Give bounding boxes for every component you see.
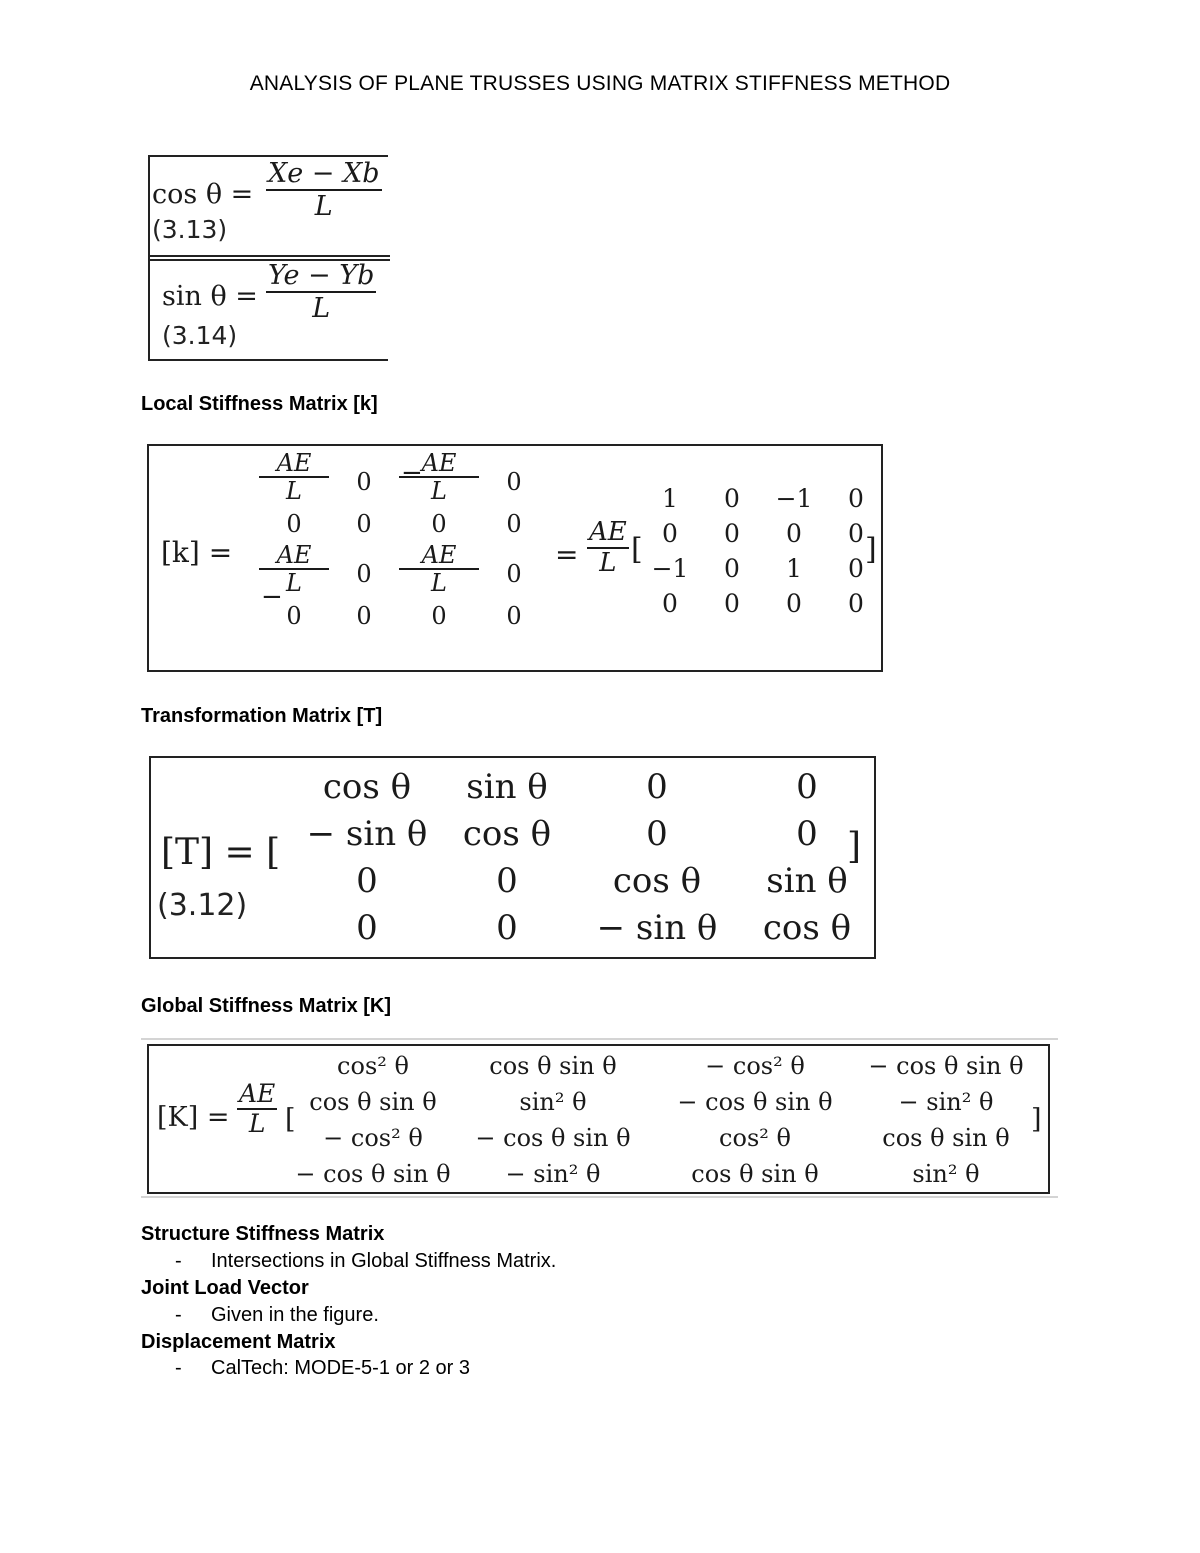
sin-label: sin θ =	[162, 281, 258, 312]
right-bracket: ]	[865, 532, 877, 567]
matrix-cell: cos θ sin θ	[489, 1052, 617, 1080]
right-bracket: ]	[1031, 1104, 1042, 1135]
matrix-cell: cos θ sin θ	[882, 1124, 1010, 1152]
matrix-cell: 0	[796, 767, 818, 807]
minus-sign: −	[261, 582, 283, 612]
matrix-cell: 0	[662, 519, 678, 548]
matrix-cell: 0	[662, 589, 678, 618]
matrix-cell: − sin² θ	[898, 1088, 994, 1116]
cos-numerator: Xe − Xb	[268, 158, 380, 189]
matrix-cell: − sin² θ	[505, 1160, 601, 1188]
local-unit-matrix	[639, 484, 889, 618]
joint-load-heading: Joint Load Vector	[141, 1277, 309, 1299]
local-stiffness-box	[147, 444, 883, 672]
matrix-cell: 0	[356, 908, 378, 948]
matrix-cell: 0	[786, 589, 802, 618]
matrix-cell: 0	[724, 519, 740, 548]
global-stiffness-box	[147, 1044, 1050, 1194]
matrix-cell: 0	[724, 484, 740, 513]
structure-stiffness-heading: Structure Stiffness Matrix	[141, 1223, 385, 1245]
equals-sign: =	[555, 538, 579, 571]
matrix-cell: − cos² θ	[705, 1052, 805, 1080]
global-matrix	[289, 1048, 1031, 1192]
list-item-text: Given in the figure.	[211, 1304, 379, 1326]
matrix-cell: 0	[848, 519, 864, 548]
matrix-cell: − sin θ	[306, 814, 428, 854]
right-bracket: ]	[847, 826, 862, 867]
matrix-cell: − cos θ sin θ	[868, 1052, 1024, 1080]
matrix-cell: 0	[646, 814, 668, 854]
ae-over-l: $\frac{AE}{L}$	[399, 542, 479, 598]
matrix-cell: cos θ sin θ	[309, 1088, 437, 1116]
cos-label: cos θ =	[152, 179, 254, 210]
neg-ae-over-l: $\frac{AE}{L}$	[259, 542, 329, 598]
matrix-cell: cos θ	[462, 814, 552, 854]
matrix-cell: cos θ sin θ	[691, 1160, 819, 1188]
matrix-cell: cos θ	[322, 767, 412, 807]
minus-sign: −	[401, 458, 423, 488]
matrix-cell: 0	[356, 601, 372, 630]
matrix-cell: cos² θ	[337, 1052, 409, 1080]
matrix-cell: sin² θ	[912, 1160, 980, 1188]
matrix-cell: − cos θ sin θ	[677, 1088, 833, 1116]
bullet-dash: -	[175, 1250, 182, 1272]
transformation-matrix	[297, 764, 857, 952]
neg-ae-over-l: $\frac{AE}{L}$	[399, 450, 479, 506]
matrix-cell: cos θ	[762, 908, 852, 948]
left-bracket: [	[285, 1104, 296, 1135]
matrix-cell: 0	[431, 509, 447, 538]
ae-over-l: $\frac{AE}{L}$	[259, 450, 329, 506]
matrix-cell: − cos θ sin θ	[295, 1160, 451, 1188]
matrix-cell: 0	[286, 509, 302, 538]
direction-cosines-box	[148, 155, 388, 361]
matrix-cell: 0	[506, 601, 522, 630]
global-top-rule	[141, 1038, 1058, 1040]
matrix-cell: − cos² θ	[323, 1124, 423, 1152]
matrix-cell: cos θ	[612, 861, 702, 901]
matrix-cell: 0	[506, 559, 522, 588]
sin-numerator: Ye − Yb	[268, 260, 375, 291]
matrix-cell: 0	[646, 767, 668, 807]
sin-fraction	[266, 261, 376, 324]
matrix-cell: 0	[506, 509, 522, 538]
list-item-text: Intersections in Global Stiffness Matrix.	[211, 1250, 557, 1272]
displacement-heading: Displacement Matrix	[141, 1331, 336, 1353]
matrix-cell: sin θ	[466, 767, 548, 807]
matrix-cell: 0	[496, 861, 518, 901]
matrix-cell: 0	[356, 468, 372, 496]
page-title: ANALYSIS OF PLANE TRUSSES USING MATRIX STIFFNESS METHOD	[249, 72, 951, 95]
sin-equation-number: (3.14)	[162, 321, 238, 350]
cos-denominator: L	[314, 190, 333, 222]
matrix-cell: 0	[506, 468, 522, 496]
matrix-cell: 1	[786, 554, 802, 583]
transformation-lhs: [T] = [	[161, 832, 281, 873]
matrix-cell: 0	[786, 519, 802, 548]
global-stiffness-heading: Global Stiffness Matrix [K]	[141, 995, 392, 1017]
matrix-cell: −1	[651, 554, 689, 583]
matrix-cell: 0	[796, 814, 818, 854]
transformation-heading: Transformation Matrix [T]	[141, 705, 383, 727]
matrix-cell: 0	[356, 559, 372, 588]
global-bottom-rule	[141, 1196, 1058, 1198]
sin-denominator: L	[312, 292, 331, 324]
local-factor: $\frac{AE}{L}$	[589, 517, 627, 578]
list-item-text: CalTech: MODE-5-1 or 2 or 3	[211, 1357, 470, 1379]
matrix-cell: − cos θ sin θ	[475, 1124, 631, 1152]
matrix-cell: sin² θ	[519, 1088, 587, 1116]
local-lhs: [k] =	[161, 536, 233, 569]
matrix-cell: 0	[724, 554, 740, 583]
transformation-equation-number: (3.12)	[157, 888, 248, 923]
matrix-cell: 0	[848, 589, 864, 618]
matrix-cell: −1	[775, 484, 813, 513]
cos-equation-number: (3.13)	[152, 215, 228, 244]
bullet-dash: -	[175, 1357, 182, 1379]
matrix-cell: sin θ	[766, 861, 848, 901]
cos-fraction	[266, 159, 382, 222]
matrix-cell: 0	[848, 554, 864, 583]
matrix-cell: 0	[496, 908, 518, 948]
matrix-cell: 0	[431, 601, 447, 630]
matrix-cell: 0	[356, 861, 378, 901]
matrix-cell: 0	[286, 601, 302, 630]
transformation-box	[149, 756, 876, 959]
local-stiffness-heading: Local Stiffness Matrix [k]	[141, 393, 378, 415]
matrix-cell: − sin θ	[596, 908, 718, 948]
bullet-dash: -	[175, 1304, 182, 1326]
matrix-cell: 0	[356, 509, 372, 538]
global-factor: $\frac{AE}{L}$	[239, 1079, 276, 1138]
left-bracket: [	[631, 532, 643, 567]
matrix-cell: 0	[848, 484, 864, 513]
matrix-cell: cos² θ	[719, 1124, 791, 1152]
matrix-cell: 0	[724, 589, 740, 618]
global-lhs: [K] =	[157, 1102, 230, 1133]
matrix-cell: 1	[662, 484, 678, 513]
